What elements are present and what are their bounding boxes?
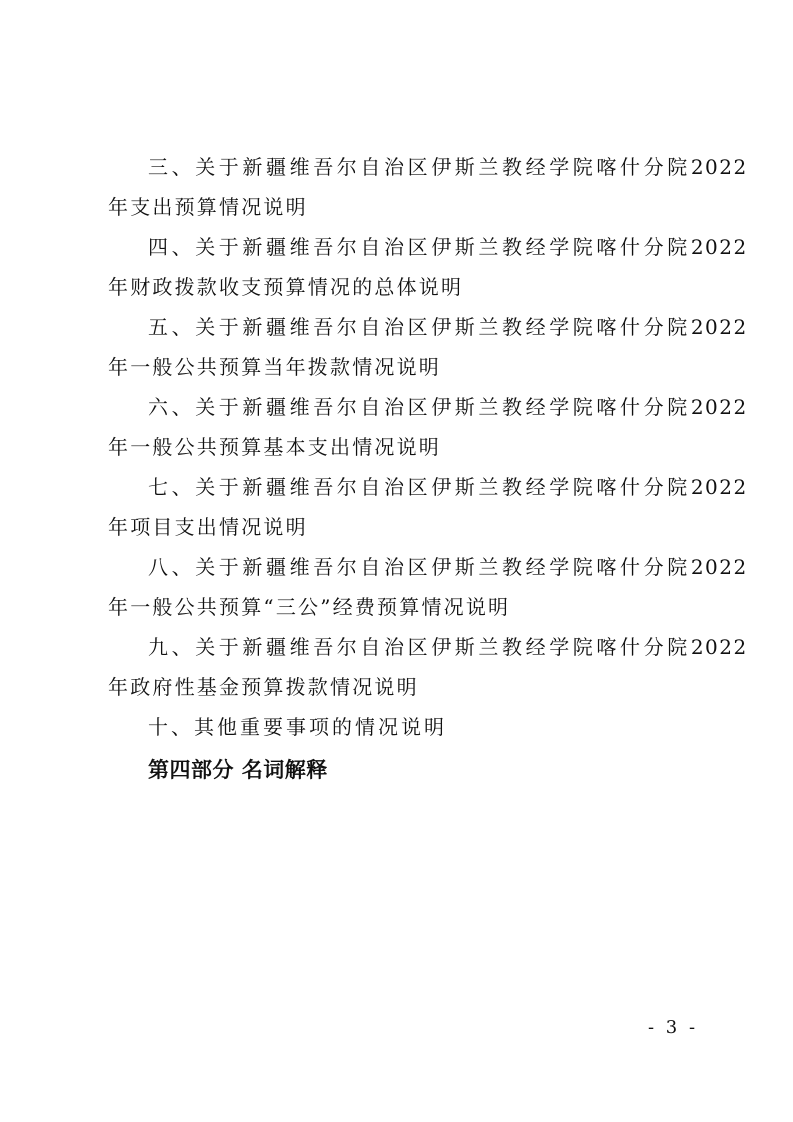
- section-heading: 第四部分 名词解释: [148, 758, 328, 782]
- toc-item-continuation: 年政府性基金预算拨款情况说明: [108, 675, 419, 699]
- toc-item-continuation: 年一般公共预算当年拨款情况说明: [108, 355, 441, 379]
- toc-item-text: 九、关于新疆维吾尔自治区伊斯兰教经学院喀什分院: [148, 635, 691, 659]
- toc-item-4: [108, 227, 748, 307]
- toc-item-text: 六、关于新疆维吾尔自治区伊斯兰教经学院喀什分院: [148, 395, 691, 419]
- toc-item-year: 2022: [690, 155, 748, 179]
- toc-item-year: 2022: [690, 395, 748, 419]
- toc-item-9: [108, 627, 748, 707]
- toc-item-5: [108, 307, 748, 387]
- table-of-contents: [108, 147, 748, 793]
- toc-item-text: 七、关于新疆维吾尔自治区伊斯兰教经学院喀什分院: [148, 475, 691, 499]
- toc-item-year: 2022: [690, 555, 748, 579]
- toc-item-continuation: 年一般公共预算基本支出情况说明: [108, 435, 441, 459]
- toc-item-year: 2022: [690, 315, 748, 339]
- toc-item-year: 2022: [690, 235, 748, 259]
- toc-item-8: [108, 547, 748, 627]
- toc-item-year: 2022: [690, 635, 748, 659]
- toc-item-7: [108, 467, 748, 547]
- toc-item-10: 十、其他重要事项的情况说明: [148, 715, 447, 739]
- toc-item-continuation: 年项目支出情况说明: [108, 515, 308, 539]
- toc-item-text: 八、关于新疆维吾尔自治区伊斯兰教经学院喀什分院: [148, 555, 691, 579]
- toc-item-year: 2022: [690, 475, 748, 499]
- toc-item-continuation: 年支出预算情况说明: [108, 195, 308, 219]
- toc-item-continuation: 年一般公共预算“三公”经费预算情况说明: [108, 595, 511, 619]
- toc-item-3: [108, 147, 748, 227]
- toc-item-text: 三、关于新疆维吾尔自治区伊斯兰教经学院喀什分院: [148, 155, 691, 179]
- toc-item-continuation: 年财政拨款收支预算情况的总体说明: [108, 275, 464, 299]
- toc-item-text: 四、关于新疆维吾尔自治区伊斯兰教经学院喀什分院: [148, 235, 691, 259]
- toc-item-6: [108, 387, 748, 467]
- page-number: - 3 -: [648, 1017, 699, 1038]
- toc-item-text: 五、关于新疆维吾尔自治区伊斯兰教经学院喀什分院: [148, 315, 691, 339]
